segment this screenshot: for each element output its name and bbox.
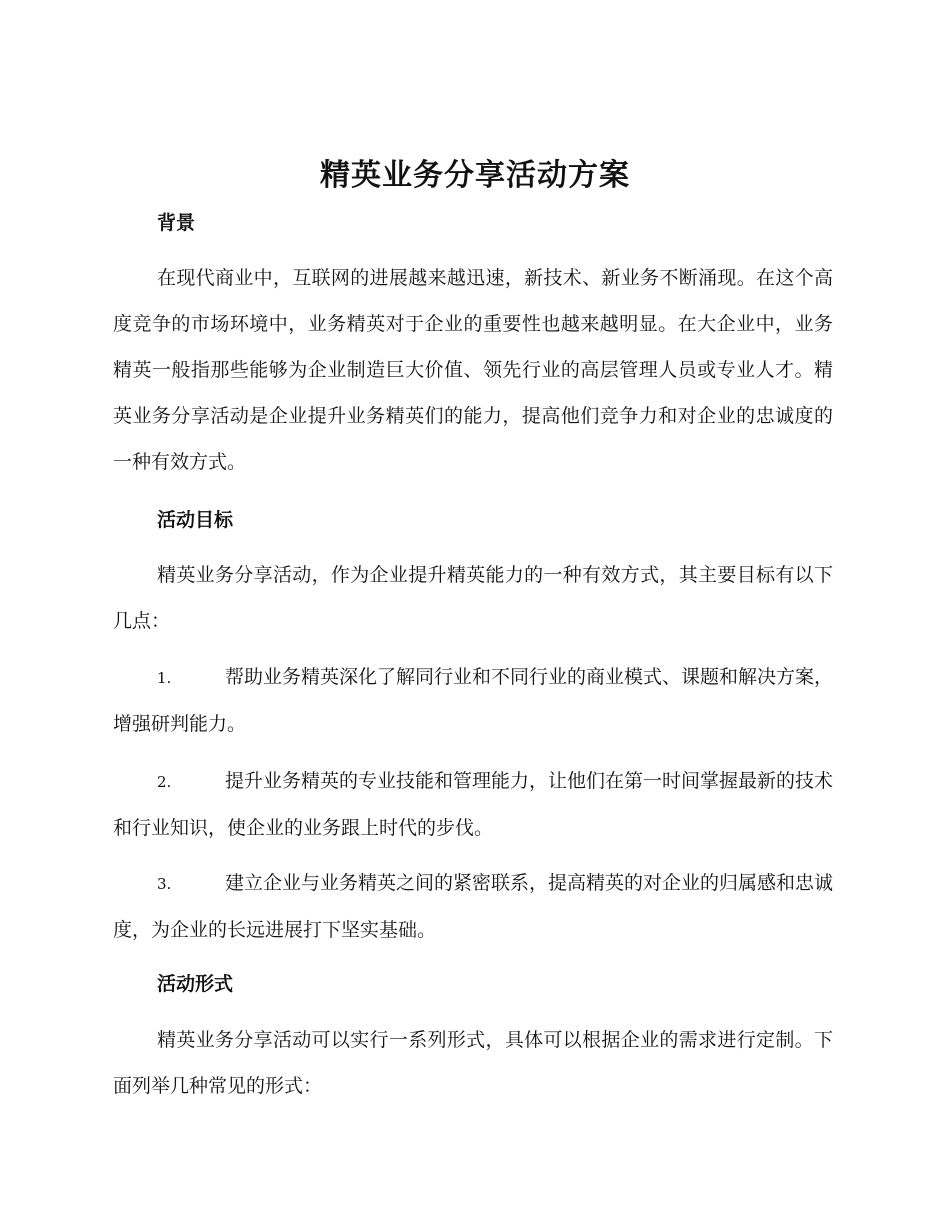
list-item: [113, 860, 833, 953]
background-paragraph: 在现代商业中，互联网的进展越来越迅速，新技术、新业务不断涌现。在这个高度竞争的市场环境中，业务精英对于企业的重要性也越来越明显。在大企业中，业务精英一般指那些能够为企业制造巨大价值、领先行业的高层管理人员或专业人才。精英业务分享活动是企业提升业务精英们的能力，提高他们竞争力和对企业的忠诚度的一种有效方式。: [113, 267, 833, 473]
list-item: [113, 654, 833, 747]
list-item-number: 3.: [157, 875, 172, 893]
document-title: 精英业务分享活动方案: [320, 158, 630, 193]
list-item-text: 建立企业与业务精英之间的紧密联系，提高精英的对企业的归属感和忠诚度，为企业的长远进展打下坚实基础。: [113, 872, 834, 941]
list-item-text: 提升业务精英的专业技能和管理能力，让他们在第一时间掌握最新的技术和行业知识，使企业的业务跟上时代的步伐。: [113, 770, 834, 839]
list-item-number: 1.: [157, 669, 172, 687]
list-item: [113, 758, 833, 851]
list-item-text: 帮助业务精英深化了解同行业和不同行业的商业模式、课题和解决方案，增强研判能力。: [113, 666, 834, 735]
section-heading-format: 活动形式: [157, 973, 234, 995]
section-heading-background: 背景: [157, 212, 196, 234]
format-paragraph: 精英业务分享活动可以实行一系列形式，具体可以根据企业的需求进行定制。下面列举几种常见的形式：: [113, 1029, 833, 1097]
list-item-number: 2.: [157, 773, 172, 791]
goals-paragraph: 精英业务分享活动，作为企业提升精英能力的一种有效方式，其主要目标有以下几点：: [113, 564, 833, 632]
section-heading-goals: 活动目标: [157, 509, 234, 531]
